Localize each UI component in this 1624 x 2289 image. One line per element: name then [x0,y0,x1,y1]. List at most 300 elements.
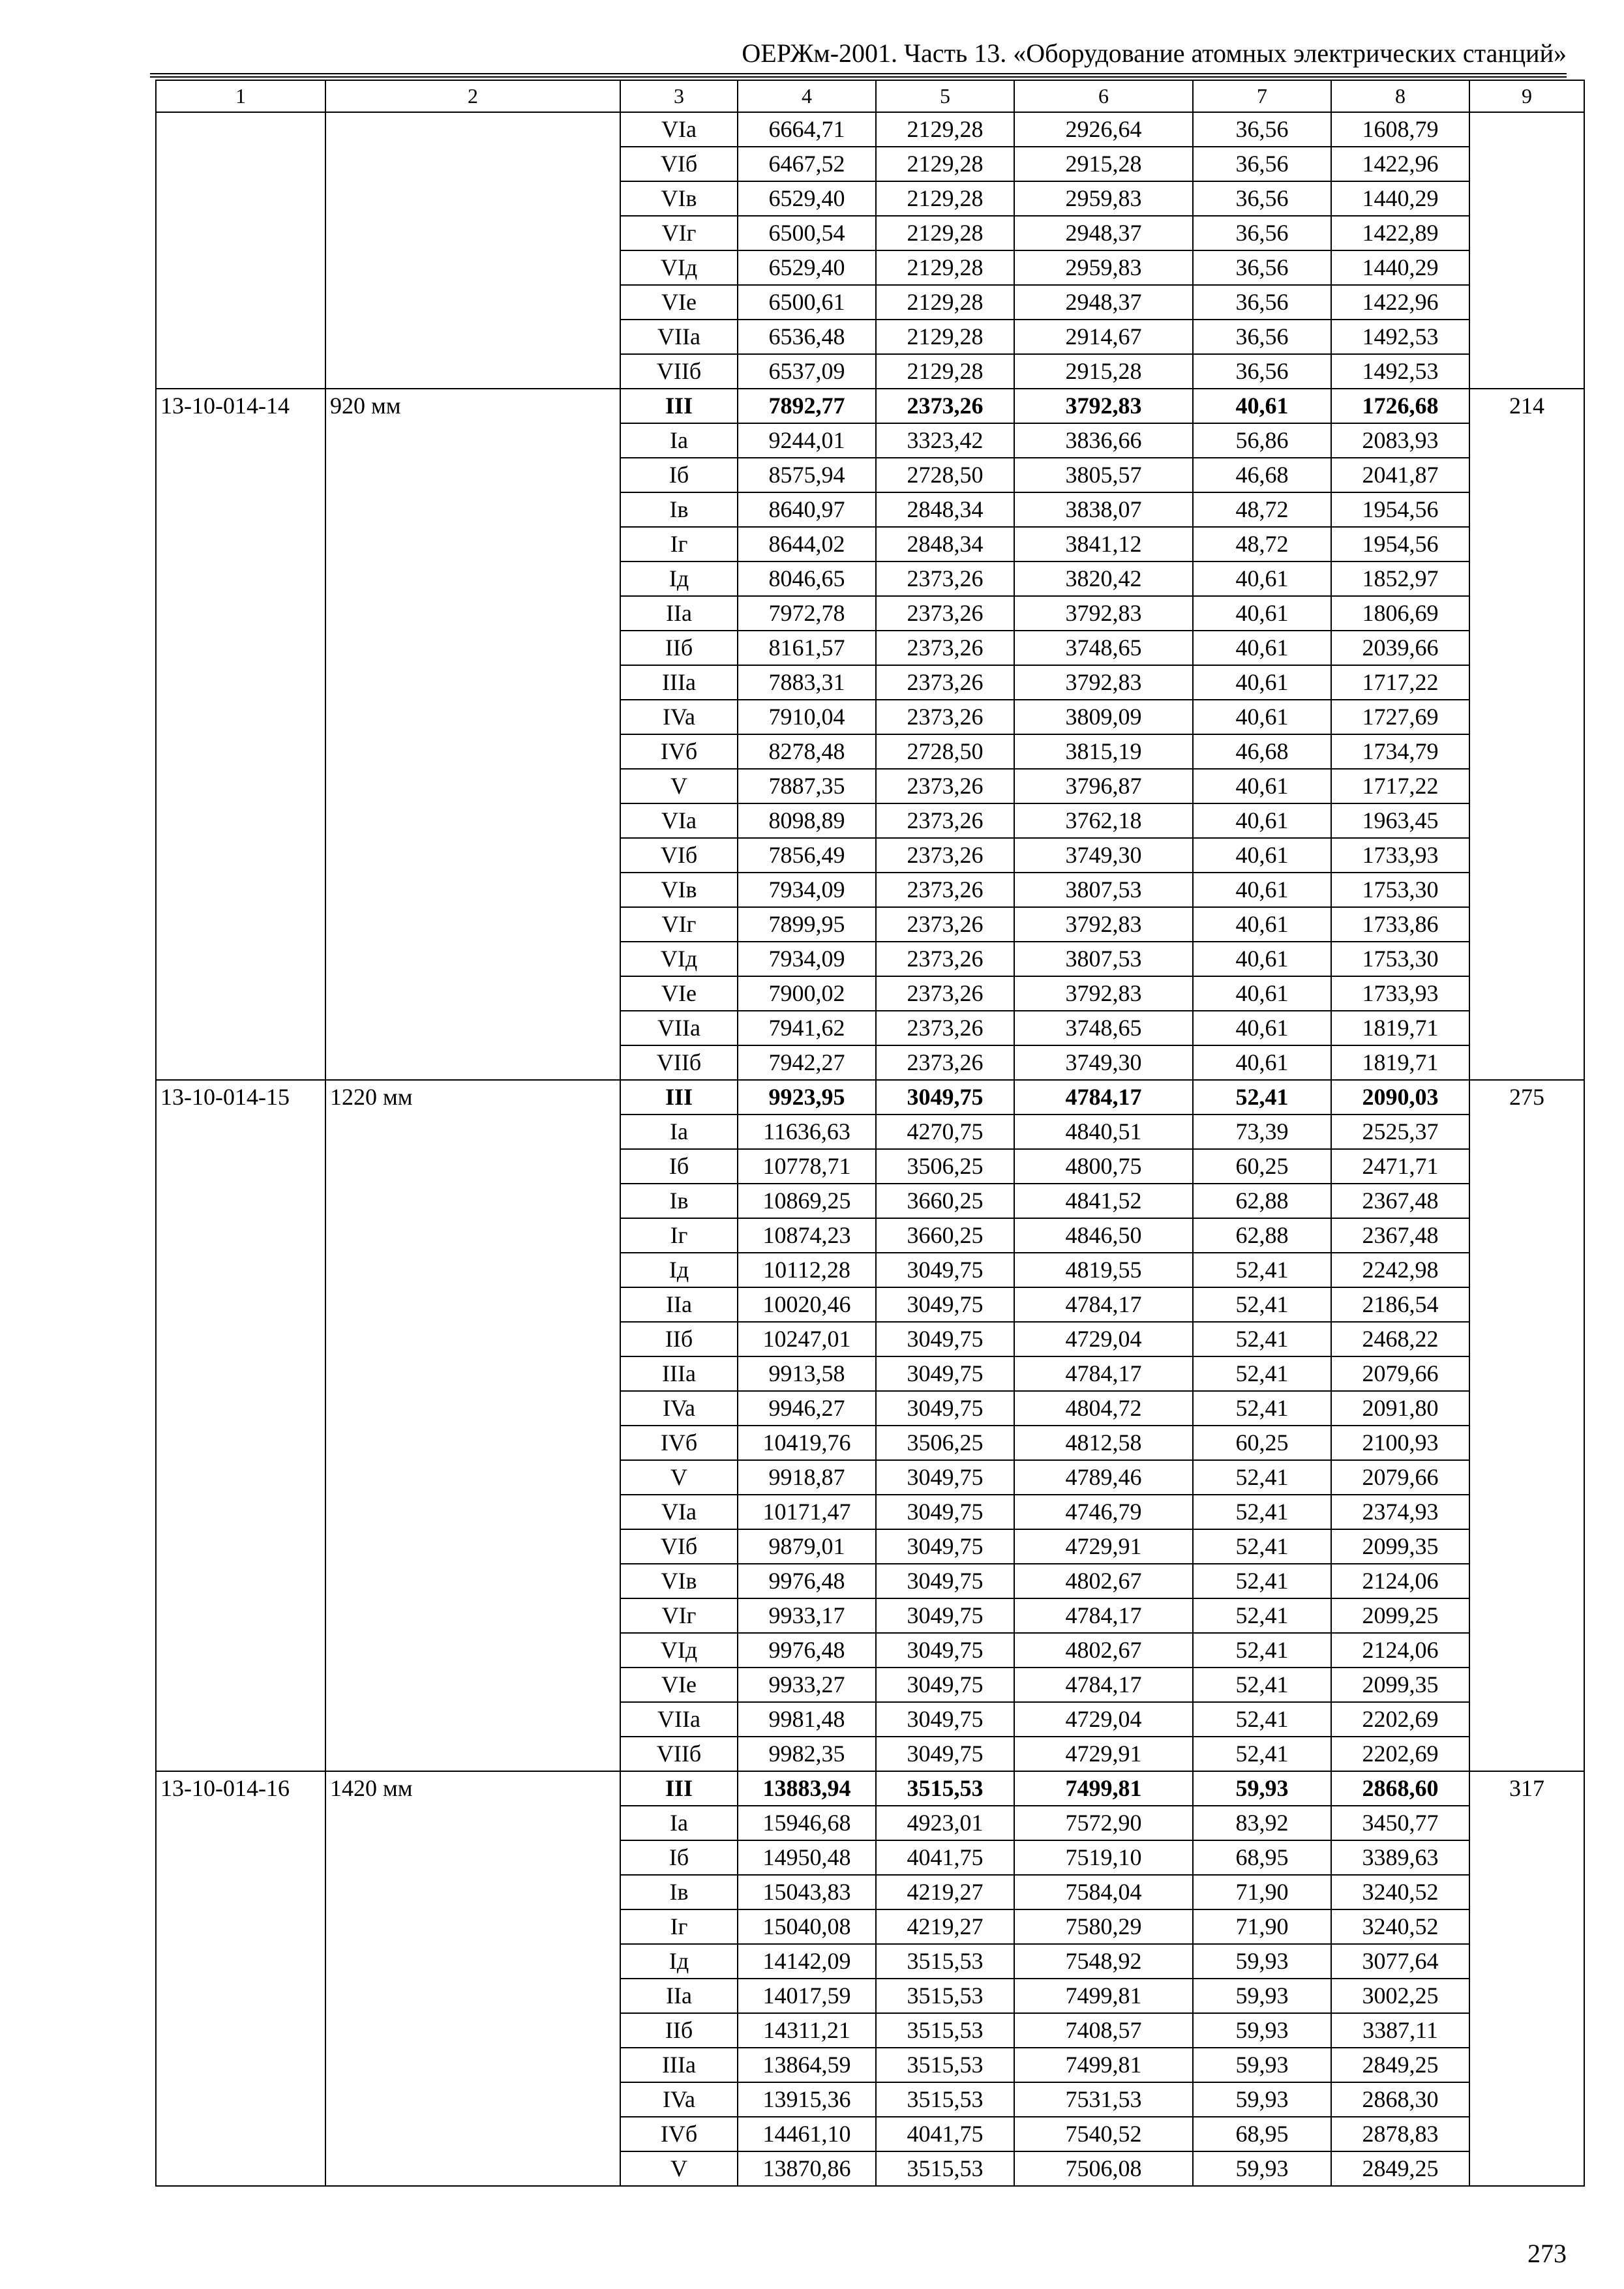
value-cell-col-4: 15043,83 [738,1875,876,1909]
value-cell-col-6: 2948,37 [1014,216,1193,250]
value-cell-col-5: 2848,34 [876,527,1014,561]
page-header-title: ОЕРЖм-2001. Часть 13. «Оборудование атомных электрических станций» [742,38,1567,68]
value-cell-col-7: 52,41 [1193,1460,1331,1495]
value-cell-col-7: 40,61 [1193,838,1331,873]
value-cell-col-4: 7941,62 [738,1011,876,1045]
rate-code-cell: 13-10-014-15 [156,1080,325,1771]
value-cell-col-4: 7887,35 [738,769,876,803]
value-cell-col-4: 10869,25 [738,1184,876,1218]
column-number-7: 7 [1193,80,1331,112]
value-cell-col-5: 2129,28 [876,216,1014,250]
value-cell-col-7: 52,41 [1193,1253,1331,1287]
value-cell-col-4: 6537,09 [738,354,876,389]
value-cell-col-6: 3836,66 [1014,423,1193,458]
value-cell-col-5: 3049,75 [876,1460,1014,1495]
table-body [156,112,1584,2186]
value-cell-col-4: 8098,89 [738,803,876,838]
value-cell-col-7: 46,68 [1193,458,1331,492]
value-cell-col-7: 40,61 [1193,907,1331,942]
value-cell-col-6: 7580,29 [1014,1909,1193,1944]
value-cell-col-6: 3820,42 [1014,561,1193,596]
value-cell-col-4: 7899,95 [738,907,876,942]
value-cell-col-6: 7540,52 [1014,2117,1193,2151]
value-cell-col-8: 2083,93 [1331,423,1469,458]
value-cell-col-4: 9982,35 [738,1737,876,1771]
value-cell-col-4: 9913,58 [738,1356,876,1391]
value-cell-col-5: 4219,27 [876,1909,1014,1944]
value-cell-col-7: 48,72 [1193,492,1331,527]
value-cell-col-8: 2041,87 [1331,458,1469,492]
value-cell-col-5: 2373,26 [876,873,1014,907]
value-cell-col-5: 3515,53 [876,2013,1014,2048]
category-cell: IIIa [620,1356,738,1391]
value-cell-col-5: 2373,26 [876,838,1014,873]
value-cell-col-7: 36,56 [1193,250,1331,285]
value-cell-col-6: 4784,17 [1014,1287,1193,1322]
value-cell-col-6: 4784,17 [1014,1080,1193,1115]
value-cell-col-6: 7499,81 [1014,2048,1193,2082]
category-cell: IIб [620,1322,738,1356]
value-cell-col-6: 2959,83 [1014,250,1193,285]
category-cell: VIв [620,873,738,907]
value-cell-col-8: 1726,68 [1331,389,1469,423]
value-cell-col-6: 3792,83 [1014,976,1193,1011]
category-cell: III [620,389,738,423]
value-cell-col-4: 6500,61 [738,285,876,320]
column-9-cell [1469,112,1584,389]
value-cell-col-6: 4729,04 [1014,1322,1193,1356]
value-cell-col-6: 4819,55 [1014,1253,1193,1287]
value-cell-col-4: 15040,08 [738,1909,876,1944]
value-cell-col-7: 59,93 [1193,2151,1331,2186]
value-cell-col-5: 3049,75 [876,1633,1014,1668]
value-cell-col-4: 9879,01 [738,1529,876,1564]
value-cell-col-7: 48,72 [1193,527,1331,561]
value-cell-col-7: 83,92 [1193,1806,1331,1840]
value-cell-col-7: 71,90 [1193,1875,1331,1909]
value-cell-col-7: 40,61 [1193,942,1331,976]
category-cell: Ia [620,1115,738,1149]
value-cell-col-6: 3749,30 [1014,1045,1193,1080]
value-cell-col-8: 2090,03 [1331,1080,1469,1115]
category-cell: VIв [620,181,738,216]
value-cell-col-8: 2471,71 [1331,1149,1469,1184]
value-cell-col-6: 7499,81 [1014,1979,1193,2013]
value-cell-col-4: 7900,02 [738,976,876,1011]
value-cell-col-6: 4789,46 [1014,1460,1193,1495]
value-cell-col-4: 13864,59 [738,2048,876,2082]
value-cell-col-6: 3807,53 [1014,942,1193,976]
value-cell-col-8: 3389,63 [1331,1840,1469,1875]
value-cell-col-4: 14950,48 [738,1840,876,1875]
value-cell-col-7: 36,56 [1193,320,1331,354]
value-cell-col-7: 59,93 [1193,1979,1331,2013]
value-cell-col-4: 11636,63 [738,1115,876,1149]
value-cell-col-8: 1422,96 [1331,147,1469,181]
value-cell-col-6: 4729,91 [1014,1529,1193,1564]
value-cell-col-5: 3515,53 [876,2048,1014,2082]
value-cell-col-4: 9976,48 [738,1564,876,1598]
value-cell-col-6: 4812,58 [1014,1426,1193,1460]
category-cell: IVб [620,734,738,769]
value-cell-col-8: 1753,30 [1331,942,1469,976]
category-cell: Iг [620,1909,738,1944]
value-cell-col-6: 2915,28 [1014,354,1193,389]
column-9-cell: 317 [1469,1771,1584,2186]
value-cell-col-6: 2926,64 [1014,112,1193,147]
value-cell-col-6: 3809,09 [1014,700,1193,734]
value-cell-col-8: 2079,66 [1331,1460,1469,1495]
value-cell-col-8: 1753,30 [1331,873,1469,907]
value-cell-col-4: 9923,95 [738,1080,876,1115]
category-cell: V [620,769,738,803]
value-cell-col-8: 2868,30 [1331,2082,1469,2117]
column-number-5: 5 [876,80,1014,112]
category-cell: Iг [620,527,738,561]
value-cell-col-7: 46,68 [1193,734,1331,769]
category-cell: Iв [620,1184,738,1218]
value-cell-col-5: 3515,53 [876,2082,1014,2117]
value-cell-col-7: 59,93 [1193,2048,1331,2082]
value-cell-col-6: 4840,51 [1014,1115,1193,1149]
value-cell-col-8: 1733,93 [1331,976,1469,1011]
value-cell-col-7: 59,93 [1193,1771,1331,1806]
value-cell-col-6: 4784,17 [1014,1598,1193,1633]
column-9-cell: 214 [1469,389,1584,1080]
value-cell-col-6: 4746,79 [1014,1495,1193,1529]
table-header [156,80,1584,112]
value-cell-col-8: 1733,86 [1331,907,1469,942]
value-cell-col-4: 15946,68 [738,1806,876,1840]
value-cell-col-4: 9933,27 [738,1668,876,1702]
value-cell-col-6: 4784,17 [1014,1668,1193,1702]
value-cell-col-7: 40,61 [1193,561,1331,596]
column-number-3: 3 [620,80,738,112]
value-cell-col-4: 8644,02 [738,527,876,561]
value-cell-col-6: 4802,67 [1014,1564,1193,1598]
value-cell-col-4: 14311,21 [738,2013,876,2048]
category-cell: V [620,1460,738,1495]
value-cell-col-4: 8161,57 [738,631,876,665]
column-number-2: 2 [325,80,620,112]
value-cell-col-5: 2373,26 [876,1011,1014,1045]
value-cell-col-6: 3748,65 [1014,631,1193,665]
value-cell-col-7: 52,41 [1193,1080,1331,1115]
value-cell-col-6: 3792,83 [1014,596,1193,631]
value-cell-col-7: 36,56 [1193,216,1331,250]
value-cell-col-7: 71,90 [1193,1909,1331,1944]
value-cell-col-5: 2373,26 [876,769,1014,803]
value-cell-col-7: 40,61 [1193,700,1331,734]
value-cell-col-4: 9918,87 [738,1460,876,1495]
category-cell: Iд [620,561,738,596]
category-cell: IIIa [620,2048,738,2082]
value-cell-col-6: 4841,52 [1014,1184,1193,1218]
value-cell-col-4: 6467,52 [738,147,876,181]
value-cell-col-8: 1717,22 [1331,769,1469,803]
value-cell-col-5: 2373,26 [876,700,1014,734]
category-cell: Iг [620,1218,738,1253]
value-cell-col-5: 3049,75 [876,1737,1014,1771]
value-cell-col-8: 1492,53 [1331,354,1469,389]
value-cell-col-7: 52,41 [1193,1598,1331,1633]
value-cell-col-5: 3049,75 [876,1564,1014,1598]
value-cell-col-7: 52,41 [1193,1391,1331,1426]
category-cell: IIб [620,2013,738,2048]
category-cell: III [620,1080,738,1115]
value-cell-col-8: 1422,96 [1331,285,1469,320]
category-cell: VIe [620,1668,738,1702]
value-cell-col-4: 8640,97 [738,492,876,527]
value-cell-col-8: 2849,25 [1331,2048,1469,2082]
category-cell: IVa [620,2082,738,2117]
value-cell-col-8: 2367,48 [1331,1184,1469,1218]
column-number-4: 4 [738,80,876,112]
value-cell-col-4: 7972,78 [738,596,876,631]
value-cell-col-5: 3323,42 [876,423,1014,458]
value-cell-col-5: 3049,75 [876,1322,1014,1356]
value-cell-col-4: 7856,49 [738,838,876,873]
value-cell-col-6: 3792,83 [1014,907,1193,942]
value-cell-col-5: 2373,26 [876,942,1014,976]
value-cell-col-7: 36,56 [1193,285,1331,320]
rate-code-cell: 13-10-014-14 [156,389,325,1080]
value-cell-col-8: 2849,25 [1331,2151,1469,2186]
value-cell-col-7: 40,61 [1193,803,1331,838]
value-cell-col-8: 3450,77 [1331,1806,1469,1840]
value-cell-col-8: 2202,69 [1331,1737,1469,1771]
value-cell-col-6: 4804,72 [1014,1391,1193,1426]
value-cell-col-5: 2129,28 [876,147,1014,181]
value-cell-col-5: 2129,28 [876,181,1014,216]
value-cell-col-5: 3660,25 [876,1184,1014,1218]
value-cell-col-5: 2728,50 [876,458,1014,492]
value-cell-col-8: 3077,64 [1331,1944,1469,1979]
value-cell-col-4: 9933,17 [738,1598,876,1633]
value-cell-col-6: 7584,04 [1014,1875,1193,1909]
value-cell-col-5: 4041,75 [876,1840,1014,1875]
value-cell-col-4: 9981,48 [738,1702,876,1737]
value-cell-col-8: 1806,69 [1331,596,1469,631]
value-cell-col-7: 68,95 [1193,1840,1331,1875]
category-cell: VIIб [620,1045,738,1080]
value-cell-col-4: 6529,40 [738,181,876,216]
value-cell-col-7: 59,93 [1193,1944,1331,1979]
rate-name-cell: 1420 мм [325,1771,620,2186]
value-cell-col-7: 52,41 [1193,1322,1331,1356]
value-cell-col-8: 1734,79 [1331,734,1469,769]
value-cell-col-4: 14142,09 [738,1944,876,1979]
value-cell-col-5: 2373,26 [876,665,1014,700]
value-cell-col-6: 7408,57 [1014,2013,1193,2048]
value-cell-col-7: 59,93 [1193,2013,1331,2048]
value-cell-col-4: 7883,31 [738,665,876,700]
category-cell: VIд [620,1633,738,1668]
value-cell-col-7: 40,61 [1193,631,1331,665]
value-cell-col-5: 4041,75 [876,2117,1014,2151]
value-cell-col-4: 7892,77 [738,389,876,423]
category-cell: Iд [620,1253,738,1287]
column-number-6: 6 [1014,80,1193,112]
value-cell-col-4: 10874,23 [738,1218,876,1253]
category-cell: Iб [620,1840,738,1875]
resource-table [155,80,1585,2187]
value-cell-col-4: 8575,94 [738,458,876,492]
category-cell: VIa [620,1495,738,1529]
value-cell-col-7: 52,41 [1193,1564,1331,1598]
category-cell: VIд [620,250,738,285]
value-cell-col-7: 36,56 [1193,147,1331,181]
value-cell-col-7: 60,25 [1193,1149,1331,1184]
value-cell-col-5: 2373,26 [876,803,1014,838]
value-cell-col-8: 2100,93 [1331,1426,1469,1460]
value-cell-col-7: 40,61 [1193,769,1331,803]
value-cell-col-5: 3049,75 [876,1598,1014,1633]
value-cell-col-8: 2202,69 [1331,1702,1469,1737]
value-cell-col-4: 7934,09 [738,873,876,907]
value-cell-col-5: 2373,26 [876,1045,1014,1080]
value-cell-col-6: 4729,04 [1014,1702,1193,1737]
category-cell: VIa [620,803,738,838]
header-double-rule [150,73,1567,78]
category-cell: VIa [620,112,738,147]
value-cell-col-8: 1963,45 [1331,803,1469,838]
value-cell-col-7: 40,61 [1193,596,1331,631]
value-cell-col-5: 3049,75 [876,1287,1014,1322]
category-cell: VIд [620,942,738,976]
value-cell-col-5: 3049,75 [876,1702,1014,1737]
value-cell-col-6: 3805,57 [1014,458,1193,492]
value-cell-col-7: 52,41 [1193,1702,1331,1737]
value-cell-col-5: 3506,25 [876,1426,1014,1460]
rate-code-cell: 13-10-014-16 [156,1771,325,2186]
value-cell-col-6: 4846,50 [1014,1218,1193,1253]
category-cell: IIIa [620,665,738,700]
category-cell: VIг [620,216,738,250]
category-cell: VIв [620,1564,738,1598]
category-cell: Ia [620,1806,738,1840]
value-cell-col-4: 14017,59 [738,1979,876,2013]
category-cell: IVa [620,1391,738,1426]
value-cell-col-4: 14461,10 [738,2117,876,2151]
value-cell-col-5: 2373,26 [876,389,1014,423]
value-cell-col-8: 2099,25 [1331,1598,1469,1633]
value-cell-col-5: 2373,26 [876,631,1014,665]
value-cell-col-4: 10247,01 [738,1322,876,1356]
value-cell-col-4: 13870,86 [738,2151,876,2186]
value-cell-col-7: 40,61 [1193,873,1331,907]
value-cell-col-5: 3049,75 [876,1391,1014,1426]
value-cell-col-6: 3841,12 [1014,527,1193,561]
value-cell-col-5: 3515,53 [876,1979,1014,2013]
value-cell-col-5: 4270,75 [876,1115,1014,1149]
value-cell-col-8: 1954,56 [1331,492,1469,527]
value-cell-col-8: 1492,53 [1331,320,1469,354]
value-cell-col-4: 6529,40 [738,250,876,285]
value-cell-col-8: 1440,29 [1331,250,1469,285]
value-cell-col-8: 3002,25 [1331,1979,1469,2013]
category-cell: IIa [620,1287,738,1322]
category-cell: V [620,2151,738,2186]
value-cell-col-6: 3815,19 [1014,734,1193,769]
rate-name-cell: 920 мм [325,389,620,1080]
value-cell-col-7: 52,41 [1193,1737,1331,1771]
category-cell: VIe [620,285,738,320]
value-cell-col-5: 3515,53 [876,2151,1014,2186]
value-cell-col-8: 1733,93 [1331,838,1469,873]
category-cell: VIг [620,1598,738,1633]
value-cell-col-4: 6500,54 [738,216,876,250]
value-cell-col-7: 40,61 [1193,1045,1331,1080]
value-cell-col-4: 6536,48 [738,320,876,354]
value-cell-col-8: 2525,37 [1331,1115,1469,1149]
value-cell-col-6: 4802,67 [1014,1633,1193,1668]
value-cell-col-7: 36,56 [1193,181,1331,216]
value-cell-col-7: 52,41 [1193,1529,1331,1564]
category-cell: III [620,1771,738,1806]
value-cell-col-5: 3049,75 [876,1253,1014,1287]
rate-name-cell: 1220 мм [325,1080,620,1771]
value-cell-col-6: 2948,37 [1014,285,1193,320]
value-cell-col-8: 2367,48 [1331,1218,1469,1253]
category-cell: Ia [620,423,738,458]
value-cell-col-5: 2848,34 [876,492,1014,527]
table-row [156,1771,1584,1806]
value-cell-col-5: 2129,28 [876,285,1014,320]
value-cell-col-7: 62,88 [1193,1184,1331,1218]
value-cell-col-4: 10112,28 [738,1253,876,1287]
column-9-cell: 275 [1469,1080,1584,1771]
value-cell-col-4: 8278,48 [738,734,876,769]
rate-name-cell [325,112,620,389]
value-cell-col-6: 7499,81 [1014,1771,1193,1806]
category-cell: Iб [620,1149,738,1184]
value-cell-col-5: 2373,26 [876,596,1014,631]
value-cell-col-8: 1819,71 [1331,1011,1469,1045]
column-number-row [156,80,1584,112]
value-cell-col-4: 7934,09 [738,942,876,976]
value-cell-col-8: 3240,52 [1331,1875,1469,1909]
value-cell-col-4: 13883,94 [738,1771,876,1806]
value-cell-col-8: 1819,71 [1331,1045,1469,1080]
value-cell-col-7: 52,41 [1193,1668,1331,1702]
category-cell: IVб [620,2117,738,2151]
value-cell-col-6: 7548,92 [1014,1944,1193,1979]
rate-code-cell [156,112,325,389]
value-cell-col-6: 4800,75 [1014,1149,1193,1184]
value-cell-col-5: 2373,26 [876,907,1014,942]
column-number-8: 8 [1331,80,1469,112]
value-cell-col-4: 6664,71 [738,112,876,147]
category-cell: VIe [620,976,738,1011]
value-cell-col-6: 7572,90 [1014,1806,1193,1840]
value-cell-col-7: 40,61 [1193,389,1331,423]
category-cell: VIIб [620,1737,738,1771]
value-cell-col-7: 36,56 [1193,112,1331,147]
value-cell-col-6: 3792,83 [1014,665,1193,700]
value-cell-col-5: 3515,53 [876,1771,1014,1806]
category-cell: VIг [620,907,738,942]
value-cell-col-8: 2124,06 [1331,1633,1469,1668]
value-cell-col-8: 2374,93 [1331,1495,1469,1529]
category-cell: VIIб [620,354,738,389]
value-cell-col-4: 9244,01 [738,423,876,458]
value-cell-col-7: 56,86 [1193,423,1331,458]
value-cell-col-4: 10171,47 [738,1495,876,1529]
value-cell-col-5: 3049,75 [876,1495,1014,1529]
value-cell-col-6: 4784,17 [1014,1356,1193,1391]
category-cell: IIa [620,1979,738,2013]
